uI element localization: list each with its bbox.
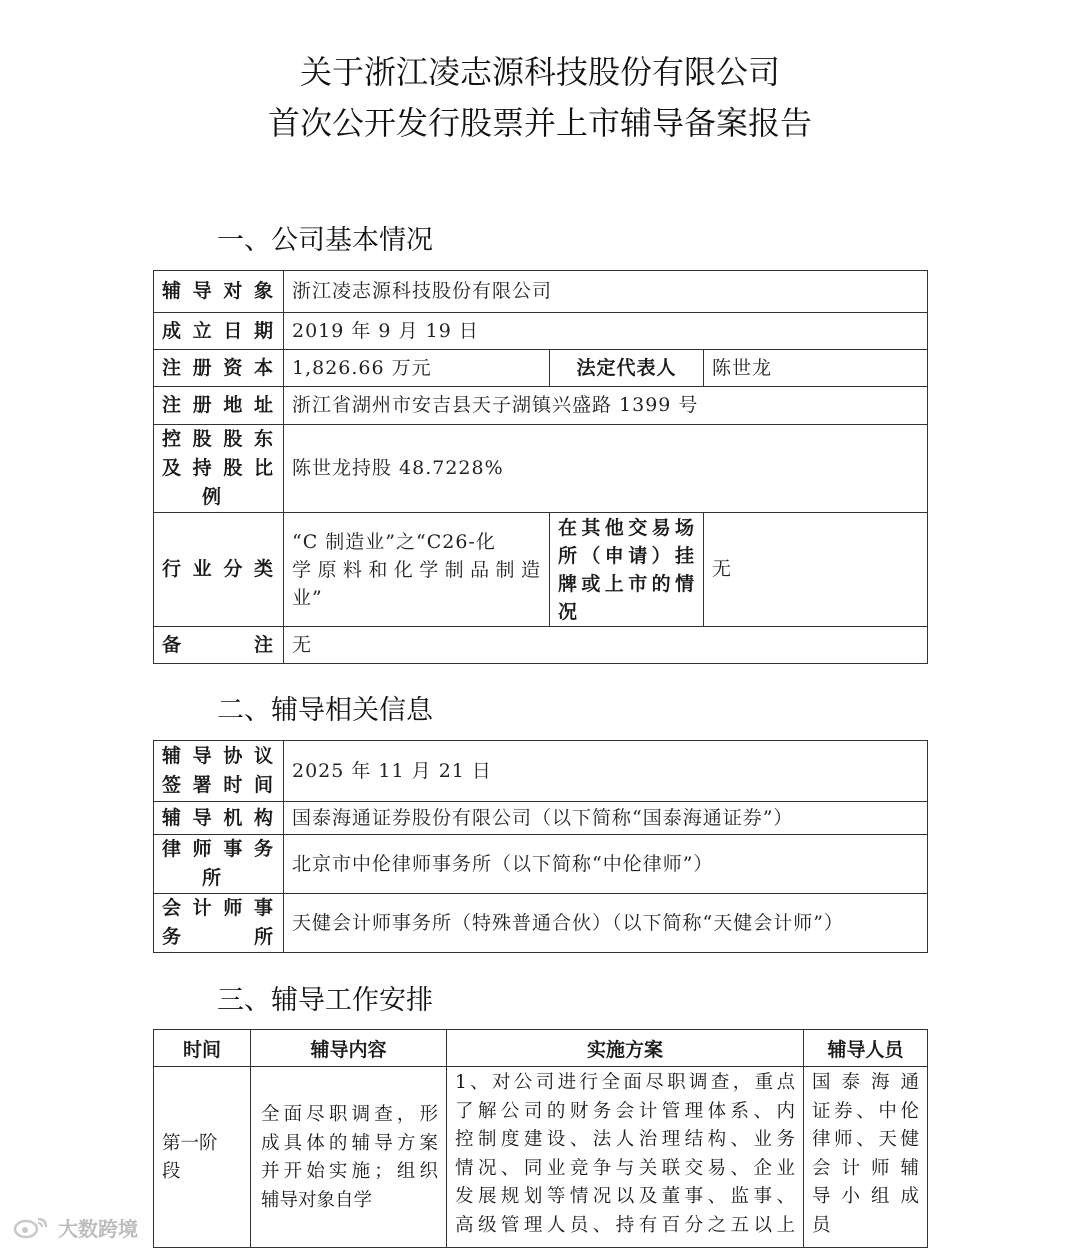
basic-info-table: [153, 270, 928, 664]
industry-value-line: 业”: [292, 586, 323, 609]
shareholder-label: [154, 425, 284, 513]
agreement-label-line: 签署时间: [162, 774, 275, 796]
stage-plan-line: 1、对公司进行全面尽职调查，重点: [455, 1072, 795, 1093]
stage-time-line: 第一阶: [162, 1132, 218, 1154]
table-row: [154, 387, 928, 425]
other-listing-label-line: 在其他交易场: [558, 516, 695, 539]
stage-plan-line: 发展规划等情况以及董事、监事、: [455, 1186, 795, 1207]
capital-value: 1,826.66 万元: [284, 350, 550, 387]
watermark: [12, 1212, 138, 1242]
table-row: [154, 741, 928, 802]
accounting-firm-value: 天健会计师事务所（特殊普通合伙）（以下简称“天健会计师”）: [284, 894, 928, 953]
table-row: [154, 627, 928, 664]
section-heading-coaching-info: 二、辅导相关信息: [217, 695, 433, 726]
law-firm-label: [154, 835, 284, 894]
column-header-time: 时间: [154, 1030, 251, 1067]
legal-rep-label: 法定代表人: [550, 350, 704, 387]
table-row: [154, 1067, 928, 1248]
table-row: [154, 513, 928, 627]
stage-staff-line: 员: [812, 1214, 831, 1236]
stage-staff-line: 证券、中伦: [812, 1100, 919, 1122]
stage-staff-line: 律师、天健: [812, 1129, 919, 1150]
stage-plan-line: 了解公司的财务会计管理体系、内: [455, 1100, 795, 1122]
address-value: 浙江省湖州市安吉县天子湖镇兴盛路 1399 号: [284, 387, 928, 425]
other-listing-label-line: 所（申请）挂: [558, 544, 695, 567]
accounting-firm-label: [154, 894, 284, 953]
stage-staff: [804, 1067, 928, 1248]
table-row: [154, 835, 928, 894]
address-label: 注册地址: [154, 387, 284, 425]
institution-label: 辅导机构: [154, 802, 284, 835]
stage-staff-line: 导小组成: [812, 1186, 919, 1207]
remark-label: 备注: [154, 627, 284, 664]
accounting-firm-label-line: 务所: [162, 926, 275, 948]
stage-content: [251, 1067, 447, 1248]
law-firm-label-line: 律师事务: [162, 838, 275, 860]
stage-plan: [447, 1067, 804, 1248]
shareholder-label-line: 及持股比: [162, 457, 275, 479]
other-listing-label: [550, 513, 704, 627]
document-title-line-2: 首次公开发行股票并上市辅导备案报告: [267, 104, 812, 142]
agreement-label-line: 辅导协议: [162, 745, 275, 767]
industry-value-line: 学原料和化学制品制造: [292, 558, 541, 581]
institution-value: 国泰海通证券股份有限公司（以下简称“国泰海通证券”）: [284, 802, 928, 835]
column-header-plan: 实施方案: [447, 1030, 804, 1067]
law-firm-label-line: 所: [202, 867, 224, 889]
table-row: [154, 425, 928, 513]
schedule-table: [153, 1029, 928, 1248]
remark-value: 无: [284, 627, 928, 664]
stage-content-line: 辅导对象自学: [261, 1189, 373, 1211]
table-row: [154, 313, 928, 350]
table-header-row: [154, 1030, 928, 1067]
coaching-info-table: [153, 740, 928, 953]
stage-time-line: 段: [162, 1161, 181, 1182]
table-row: [154, 350, 928, 387]
founded-value: 2019 年 9 月 19 日: [284, 313, 928, 350]
industry-value-line: “C 制造业”之“C26-化: [292, 530, 496, 553]
stage-staff-line: 国泰海通: [812, 1072, 919, 1093]
table-row: [154, 802, 928, 835]
other-listing-label-line: 况: [558, 600, 579, 623]
industry-label: 行业分类: [154, 513, 284, 627]
target-label: 辅导对象: [154, 271, 284, 313]
stage-staff-line: 会计师辅: [812, 1157, 919, 1179]
legal-rep-value: 陈世龙: [704, 350, 928, 387]
accounting-firm-label-line: 会计师事: [162, 897, 275, 919]
watermark-text: 大数跨境: [58, 1216, 138, 1241]
stage-plan-line: 情况、同业竞争与关联交易、企业: [455, 1157, 795, 1179]
stage-content-line: 并开始实施；组织: [261, 1161, 438, 1182]
capital-label: 注册资本: [154, 350, 284, 387]
other-listing-label-line: 牌或上市的情: [558, 572, 695, 595]
section-heading-basic-info: 一、公司基本情况: [217, 225, 433, 256]
stage-plan-line: 高级管理人员、持有百分之五以上: [455, 1214, 795, 1236]
stage-content-line: 全面尽职调查，形: [261, 1104, 438, 1125]
shareholder-value: 陈世龙持股 48.7228%: [284, 425, 928, 513]
weibo-logo-icon: [12, 1215, 52, 1239]
table-row: [154, 894, 928, 953]
column-header-staff: 辅导人员: [804, 1030, 928, 1067]
industry-value: [284, 513, 550, 627]
column-header-content: 辅导内容: [251, 1030, 447, 1067]
target-value: 浙江凌志源科技股份有限公司: [284, 271, 928, 313]
founded-label: 成立日期: [154, 313, 284, 350]
agreement-value: 2025 年 11 月 21 日: [284, 741, 928, 802]
other-listing-value: 无: [704, 513, 928, 627]
shareholder-label-line: 例: [202, 486, 224, 508]
stage-content-line: 成具体的辅导方案: [261, 1132, 438, 1154]
document-title-line-1: 关于浙江凌志源科技股份有限公司: [299, 53, 780, 91]
stage-time: [154, 1067, 251, 1248]
agreement-label: [154, 741, 284, 802]
law-firm-value: 北京市中伦律师事务所（以下简称“中伦律师”）: [284, 835, 928, 894]
stage-plan-line: 控制度建设、法人治理结构、业务: [455, 1129, 795, 1150]
section-heading-schedule: 三、辅导工作安排: [217, 985, 433, 1016]
shareholder-label-line: 控股股东: [162, 428, 275, 450]
table-row: [154, 271, 928, 313]
